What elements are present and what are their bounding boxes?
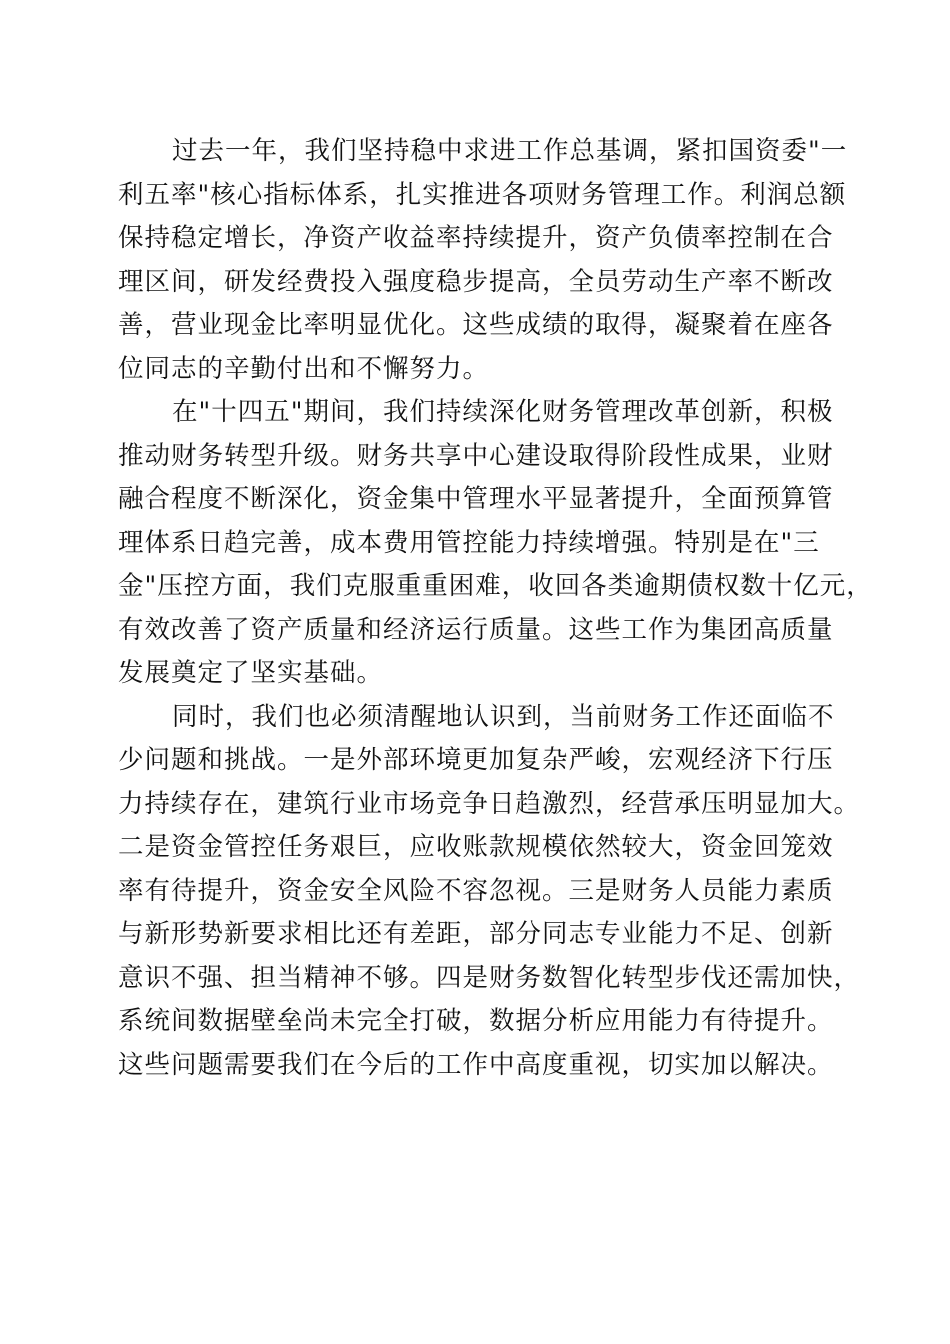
text-line: 率有待提升，资金安全风险不容忽视。三是财务人员能力素质 [118, 875, 834, 906]
text-line: 力持续存在，建筑行业市场竞争日趋激烈，经营承压明显加大。 [118, 788, 861, 819]
paragraph-3 [118, 696, 861, 1088]
text-line: 与新形势新要求相比还有差距，部分同志专业能力不足、创新 [118, 919, 834, 949]
text-line: 融合程度不断深化，资金集中管理水平显著提升，全面预算管 [118, 484, 834, 514]
text-line: 少问题和挑战。一是外部环境更加复杂严峻，宏观经济下行压 [118, 745, 834, 775]
paragraph-1 [118, 130, 848, 391]
document-body [118, 130, 873, 1087]
text-line: 这些问题需要我们在今后的工作中高度重视，切实加以解决。 [118, 1049, 834, 1080]
text-line: 系统间数据壁垒尚未完全打破，数据分析应用能力有待提升。 [118, 1006, 834, 1036]
text-line: 意识不强、担当精神不够。四是财务数智化转型步伐还需加快， [118, 962, 861, 993]
text-line: 善，营业现金比率明显优化。这些成绩的取得，凝聚着在座各 [118, 310, 834, 340]
text-line: 理体系日趋完善，成本费用管控能力持续增强。特别是在"三 [118, 527, 820, 558]
text-line: 过去一年，我们坚持稳中求进工作总基调，紧扣国资委"一 [172, 136, 848, 166]
text-line: 位同志的辛勤付出和不懈努力。 [118, 353, 490, 384]
text-line: 发展奠定了坚实基础。 [118, 658, 384, 688]
text-line: 有效改善了资产质量和经济运行质量。这些工作为集团高质量 [118, 614, 834, 645]
text-line: 理区间，研发经费投入强度稳步提高，全员劳动生产率不断改 [118, 266, 834, 297]
paragraph-2 [118, 391, 873, 696]
text-line: 在"十四五"期间，我们持续深化财务管理改革创新，积极 [172, 397, 834, 427]
text-line: 二是资金管控任务艰巨，应收账款规模依然较大，资金回笼效 [118, 832, 834, 862]
text-line: 推动财务转型升级。财务共享中心建设取得阶段性成果，业财 [118, 440, 834, 471]
text-line: 利五率"核心指标体系，扎实推进各项财务管理工作。利润总额 [118, 179, 847, 210]
text-line: 保持稳定增长，净资产收益率持续提升，资产负债率控制在合 [118, 223, 834, 253]
text-line: 金"压控方面，我们克服重重困难，收回各类逾期债权数十亿元， [118, 571, 873, 601]
text-line: 同时，我们也必须清醒地认识到，当前财务工作还面临不 [172, 701, 835, 732]
